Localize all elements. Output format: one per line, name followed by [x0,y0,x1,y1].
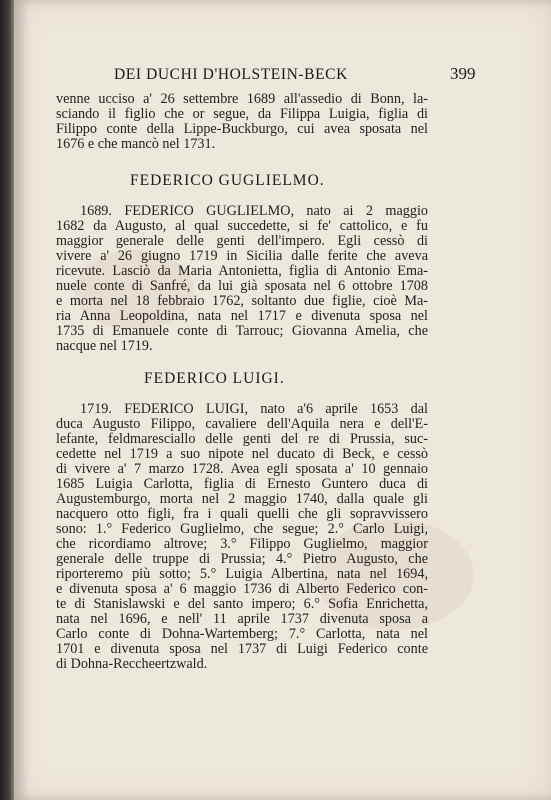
section-paragraph [56,204,428,354]
text-line: nata nel 1696, e nell' 11 aprile 1737 divenuta sposa a [56,611,428,627]
text-line: nacque nel 1719. [56,338,153,354]
section-paragraph [56,402,428,672]
text-line: 1676 e che mancò nel 1731. [56,136,216,152]
text-line: 1701 e divenuta sposa nel 1737 di Luigi Federico conte [56,641,428,657]
text-line: e morta nel 18 febbraio 1762, soltanto due figlie, cioè Ma- [56,293,428,309]
text-line: lefante, feldmaresciallo delle genti del re di Prussia, suc- [56,431,428,447]
text-line: te di Stanislawski e del santo impero; 6.° Sofia Enrichetta, [56,596,428,612]
text-line: ricevute. Lasciò da Maria Antonietta, figlia di Antonio Ema- [56,263,428,279]
section-title: FEDERICO LUIGI. [144,370,285,387]
text-line: sciando il figlio che or segue, da Filippa Luigia, figlia di [56,106,428,122]
book-spine-shadow [0,0,14,800]
text-line: che ricordiamo altrove; 3.° Filippo Guglielmo, maggior [56,536,428,552]
text-line: duca Augusto Filippo, cavaliere dell'Aquila nera e dell'E- [56,416,428,432]
text-line: cedette nel 1719 a suo nipote nel ducato di Beck, e cessò [56,446,428,462]
section-title: FEDERICO GUGLIELMO. [130,172,325,189]
text-line: nacquero otto figli, fra i quali quelli che gli sopravvissero [56,506,428,522]
text-line: di vivere a' 7 marzo 1728. Avea egli sposata a' 10 gennaio [56,461,428,477]
text-line: e divenuta sposa a' 6 maggio 1736 di Alberto Federico con- [56,581,428,597]
text-line: di Dohna-Reccheertzwald. [56,656,208,672]
text-line: riporteremo più sotto; 5.° Luigia Albertina, nata nel 1694, [56,566,428,582]
text-line: sono: 1.° Federico Guglielmo, che segue; 2.° Carlo Luigi, [56,521,428,537]
book-page [14,0,551,800]
text-line: 1682 da Augusto, al qual succedette, si fe' cattolico, e fu [56,218,428,234]
text-line: Augustemburgo, morta nel 2 maggio 1740, dalla quale gli [56,491,428,507]
text-line: nuele conte di Sanfré, da lui già sposata nel 6 ottobre 1708 [56,278,428,294]
text-line: Filippo conte della Lippe-Buckburgo, cui avea sposata nel [56,121,428,137]
text-line: generale delle truppe di Prussia; 4.° Pietro Augusto, che [56,551,428,567]
text-line: venne ucciso a' 26 settembre 1689 all'assedio di Bonn, la- [56,91,428,107]
text-line: maggior generale delle genti dell'impero. Egli cessò di [56,233,428,249]
page-number: 399 [450,64,476,83]
text-line: 1719. FEDERICO LUIGI, nato a'6 aprile 1653 dal [80,401,428,417]
running-header: DEI DUCHI D'HOLSTEIN-BECK [114,66,348,83]
text-line: vivere a' 26 giugno 1719 in Sicilia dalle ferite che aveva [56,248,428,264]
text-line: 1685 Luigia Carlotta, figlia di Ernesto Guntero duca di [56,476,428,492]
text-line: 1689. FEDERICO GUGLIELMO, nato ai 2 maggio [80,203,428,219]
text-line: 1735 di Emanuele conte di Tarrouc; Giovanna Amelia, che [56,323,428,339]
intro-paragraph [56,92,428,152]
text-line: Carlo conte di Dohna-Wartemberg; 7.° Carlotta, nata nel [56,626,428,642]
text-line: ria Anna Leopoldina, nata nel 1717 e divenuta sposa nel [56,308,428,324]
